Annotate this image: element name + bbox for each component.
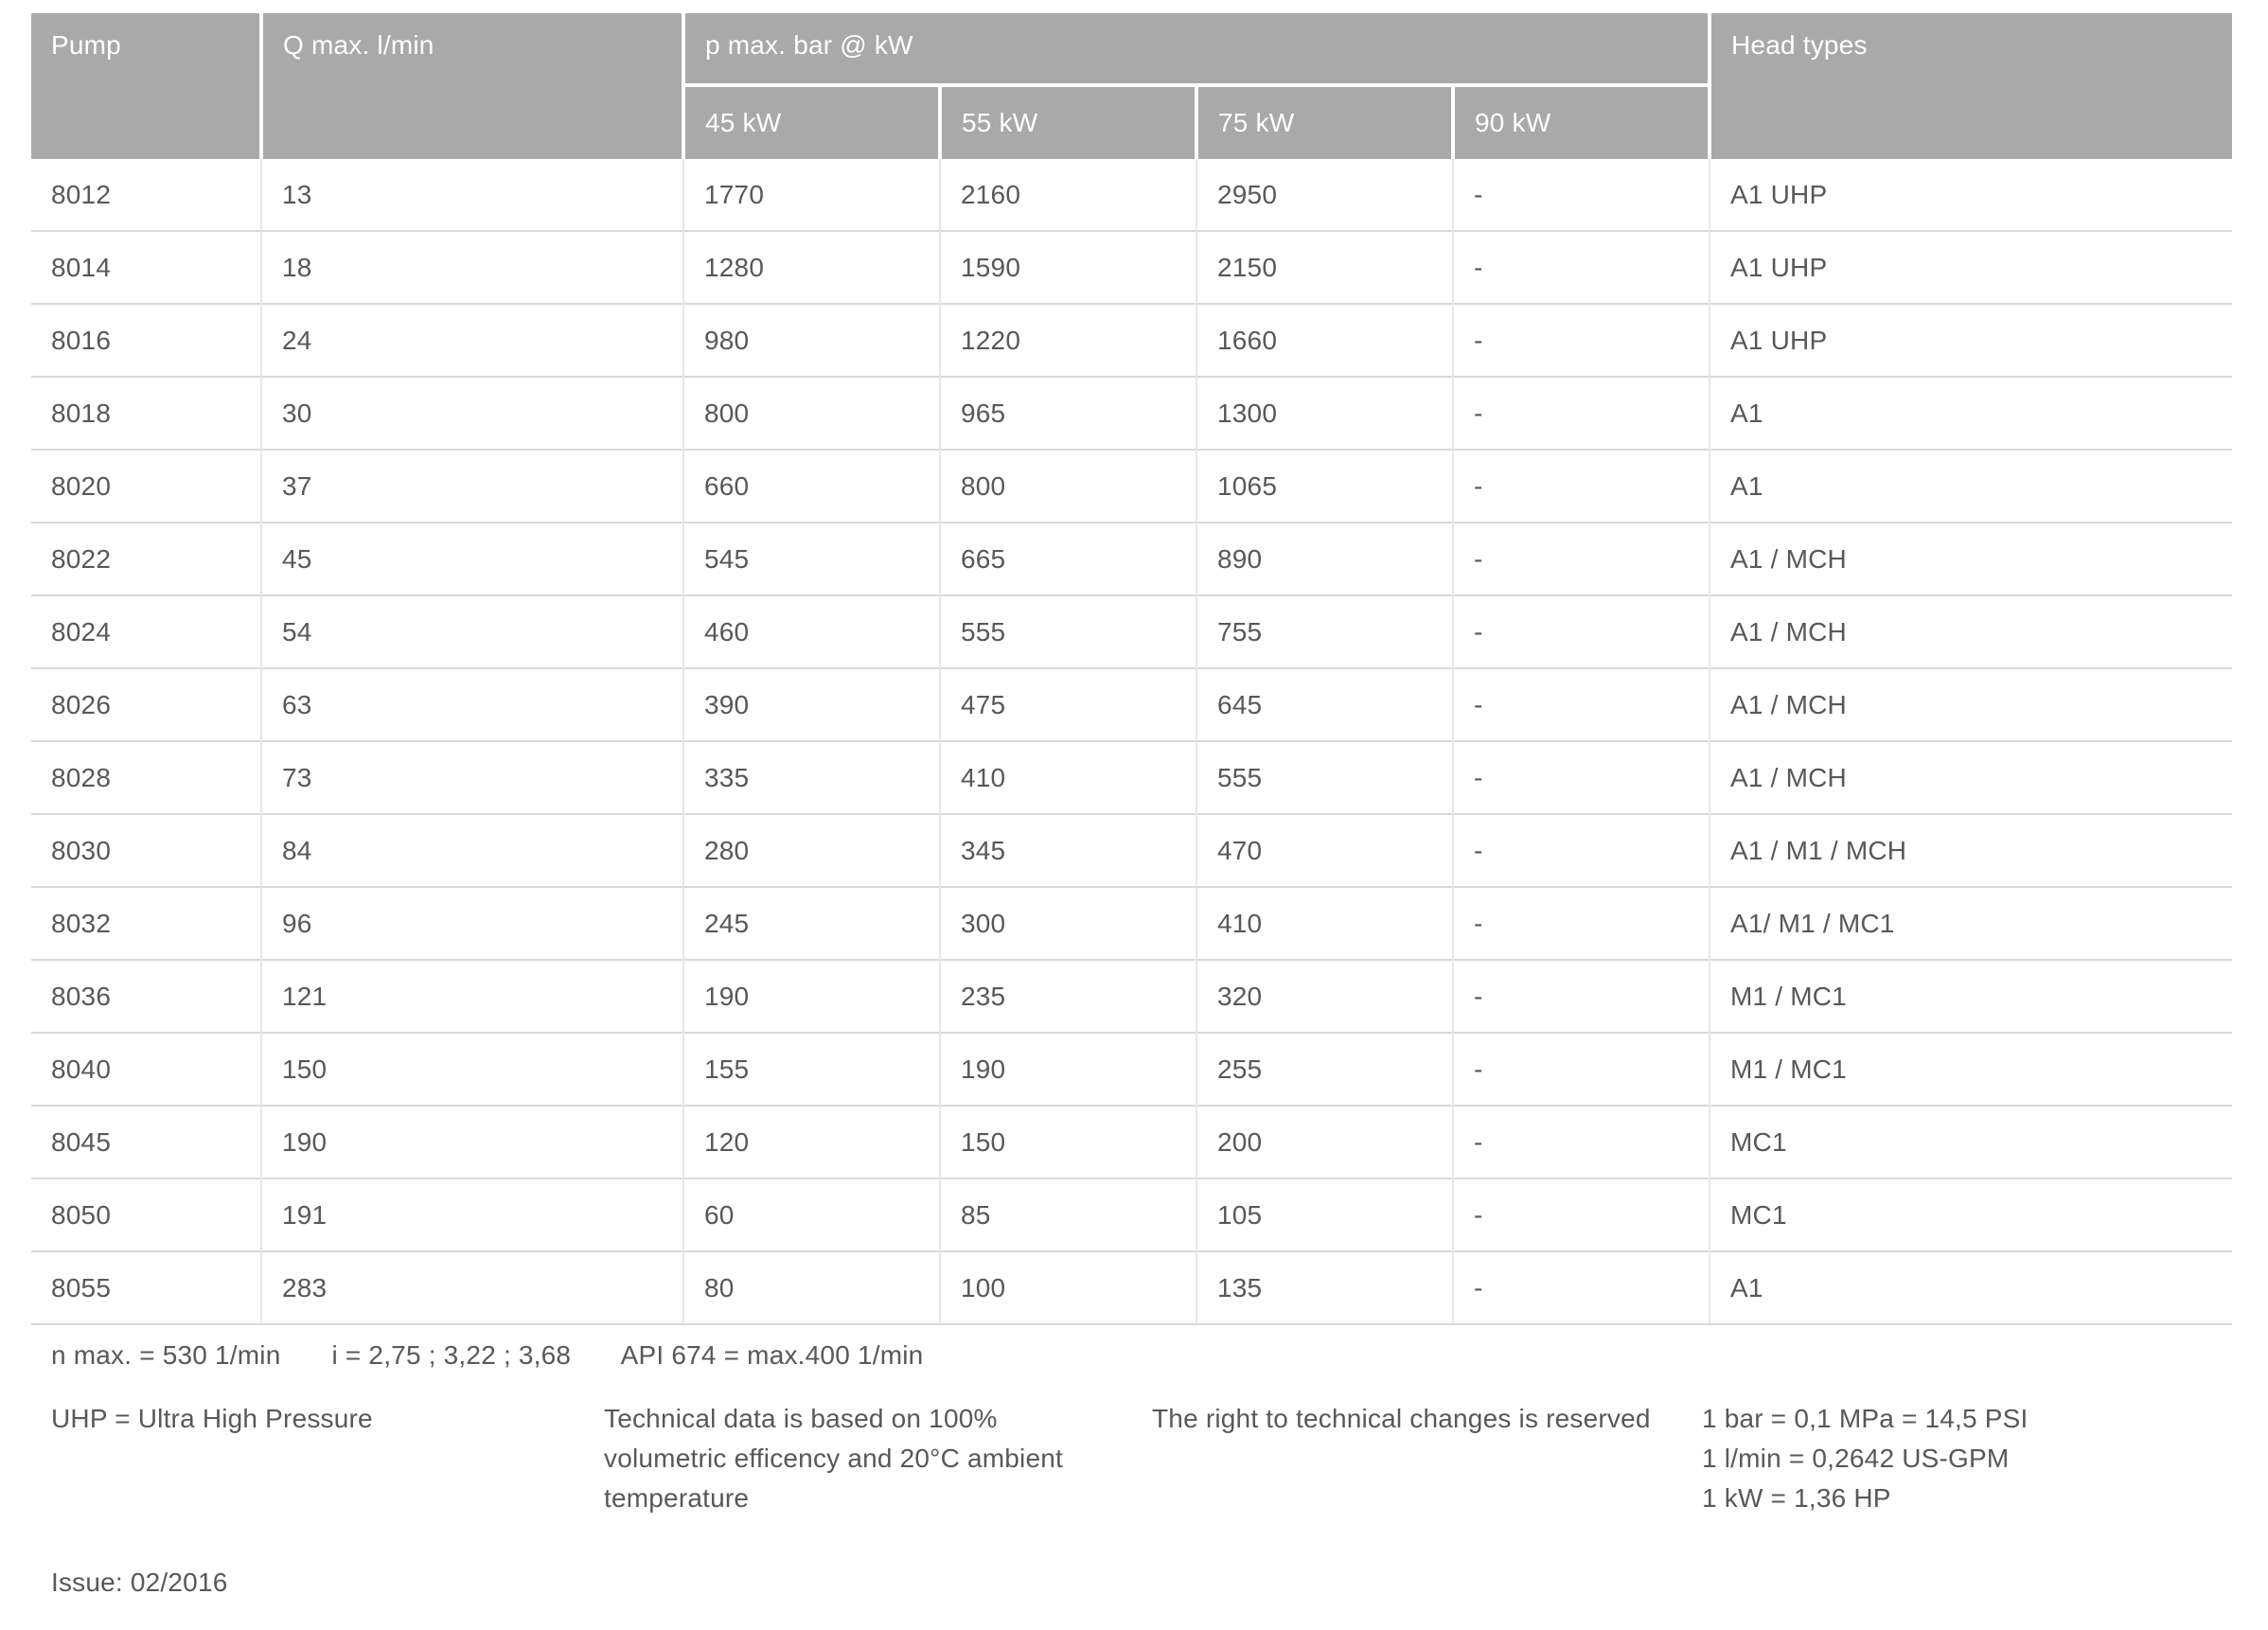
head-types-cell: A1 UHP — [1710, 304, 2232, 377]
p-max-75kw-cell: 255 — [1196, 1033, 1453, 1106]
head-types-cell: M1 / MC1 — [1710, 1033, 2232, 1106]
p-max-45kw-cell: 335 — [683, 741, 940, 814]
p-max-90kw-cell: - — [1453, 304, 1710, 377]
head-types-cell: A1 / M1 / MCH — [1710, 814, 2232, 887]
footer-uhp-note: UHP = Ultra High Pressure — [51, 1404, 373, 1433]
q-max-cell: 84 — [261, 814, 683, 887]
p-max-45kw-cell: 460 — [683, 595, 940, 668]
table-row — [31, 887, 2232, 960]
conversion-bar: 1 bar = 0,1 MPa = 14,5 PSI — [1702, 1404, 2029, 1433]
p-max-75kw-cell: 2950 — [1196, 159, 1453, 231]
p-max-90kw-cell: - — [1453, 1106, 1710, 1178]
note-i-ratio: i = 2,75 ; 3,22 ; 3,68 — [331, 1340, 572, 1370]
p-max-75kw-cell: 320 — [1196, 960, 1453, 1033]
pump-data-table — [31, 13, 2232, 1325]
table-row — [31, 450, 2232, 523]
p-max-55kw-cell: 235 — [940, 960, 1196, 1033]
p-max-45kw-cell: 60 — [683, 1178, 940, 1251]
p-max-55kw-cell: 555 — [940, 595, 1196, 668]
q-max-cell: 121 — [261, 960, 683, 1033]
table-row — [31, 1033, 2232, 1106]
p-max-45kw-cell: 155 — [683, 1033, 940, 1106]
pump-cell: 8030 — [31, 814, 261, 887]
p-max-90kw-cell: - — [1453, 450, 1710, 523]
q-max-cell: 190 — [261, 1106, 683, 1178]
p-max-90kw-cell: - — [1453, 377, 1710, 450]
table-row — [31, 523, 2232, 595]
pump-cell: 8018 — [31, 377, 261, 450]
pump-cell: 8050 — [31, 1178, 261, 1251]
p-max-75kw-cell: 2150 — [1196, 231, 1453, 304]
p-max-45kw-cell: 80 — [683, 1251, 940, 1324]
p-max-45kw-cell: 1770 — [683, 159, 940, 231]
p-max-90kw-cell: - — [1453, 887, 1710, 960]
head-types-cell: MC1 — [1710, 1106, 2232, 1178]
column-header-pump: Pump — [31, 13, 261, 159]
p-max-90kw-cell: - — [1453, 1178, 1710, 1251]
q-max-cell: 45 — [261, 523, 683, 595]
p-max-45kw-cell: 660 — [683, 450, 940, 523]
p-max-90kw-cell: - — [1453, 814, 1710, 887]
p-max-75kw-cell: 135 — [1196, 1251, 1453, 1324]
column-header-p-max-group: p max. bar @ kW — [683, 13, 1710, 85]
table-row — [31, 595, 2232, 668]
q-max-cell: 54 — [261, 595, 683, 668]
p-max-55kw-cell: 965 — [940, 377, 1196, 450]
pump-cell: 8055 — [31, 1251, 261, 1324]
p-max-90kw-cell: - — [1453, 231, 1710, 304]
q-max-cell: 191 — [261, 1178, 683, 1251]
p-max-55kw-cell: 2160 — [940, 159, 1196, 231]
pump-cell: 8040 — [31, 1033, 261, 1106]
p-max-55kw-cell: 85 — [940, 1178, 1196, 1251]
p-max-75kw-cell: 1300 — [1196, 377, 1453, 450]
p-max-45kw-cell: 280 — [683, 814, 940, 887]
issue-date: Issue: 02/2016 — [51, 1568, 228, 1597]
q-max-cell: 13 — [261, 159, 683, 231]
table-header — [31, 13, 2232, 159]
pump-cell: 8012 — [31, 159, 261, 231]
column-header-75kw: 75 kW — [1196, 85, 1453, 159]
conversion-kw: 1 kW = 1,36 HP — [1702, 1483, 1891, 1513]
column-header-55kw: 55 kW — [940, 85, 1196, 159]
p-max-45kw-cell: 545 — [683, 523, 940, 595]
footer-notes — [51, 1399, 2268, 1518]
q-max-cell: 150 — [261, 1033, 683, 1106]
p-max-55kw-cell: 665 — [940, 523, 1196, 595]
p-max-55kw-cell: 100 — [940, 1251, 1196, 1324]
table-row — [31, 231, 2232, 304]
q-max-cell: 37 — [261, 450, 683, 523]
table-row — [31, 668, 2232, 741]
pump-cell: 8032 — [31, 887, 261, 960]
p-max-45kw-cell: 190 — [683, 960, 940, 1033]
q-max-cell: 96 — [261, 887, 683, 960]
p-max-45kw-cell: 120 — [683, 1106, 940, 1178]
p-max-75kw-cell: 200 — [1196, 1106, 1453, 1178]
table-row — [31, 814, 2232, 887]
footer-rights-note: The right to technical changes is reserved — [1152, 1404, 1651, 1433]
head-types-cell: A1/ M1 / MC1 — [1710, 887, 2232, 960]
p-max-55kw-cell: 800 — [940, 450, 1196, 523]
pump-cell: 8045 — [31, 1106, 261, 1178]
head-types-cell: A1 / MCH — [1710, 523, 2232, 595]
p-max-45kw-cell: 980 — [683, 304, 940, 377]
p-max-55kw-cell: 345 — [940, 814, 1196, 887]
p-max-55kw-cell: 300 — [940, 887, 1196, 960]
p-max-75kw-cell: 890 — [1196, 523, 1453, 595]
p-max-45kw-cell: 390 — [683, 668, 940, 741]
q-max-cell: 30 — [261, 377, 683, 450]
p-max-55kw-cell: 150 — [940, 1106, 1196, 1178]
pump-cell: 8028 — [31, 741, 261, 814]
p-max-75kw-cell: 410 — [1196, 887, 1453, 960]
p-max-55kw-cell: 190 — [940, 1033, 1196, 1106]
head-types-cell: A1 — [1710, 1251, 2232, 1324]
p-max-90kw-cell: - — [1453, 595, 1710, 668]
pump-cell: 8026 — [31, 668, 261, 741]
footer-technical-note: Technical data is based on 100% volumetric efficency and 20°C ambient temperature — [604, 1404, 1063, 1513]
p-max-55kw-cell: 410 — [940, 741, 1196, 814]
p-max-90kw-cell: - — [1453, 1033, 1710, 1106]
p-max-90kw-cell: - — [1453, 741, 1710, 814]
p-max-75kw-cell: 755 — [1196, 595, 1453, 668]
head-types-cell: M1 / MC1 — [1710, 960, 2232, 1033]
pump-cell: 8020 — [31, 450, 261, 523]
column-header-90kw: 90 kW — [1453, 85, 1710, 159]
p-max-75kw-cell: 555 — [1196, 741, 1453, 814]
q-max-cell: 63 — [261, 668, 683, 741]
head-types-cell: A1 — [1710, 377, 2232, 450]
p-max-75kw-cell: 1660 — [1196, 304, 1453, 377]
head-types-cell: A1 — [1710, 450, 2232, 523]
note-api: API 674 = max.400 1/min — [620, 1340, 924, 1370]
table-row — [31, 1106, 2232, 1178]
table-row — [31, 159, 2232, 231]
p-max-55kw-cell: 1220 — [940, 304, 1196, 377]
table-row — [31, 960, 2232, 1033]
head-types-cell: A1 / MCH — [1710, 668, 2232, 741]
p-max-90kw-cell: - — [1453, 159, 1710, 231]
note-n-max: n max. = 530 1/min — [51, 1340, 281, 1370]
head-types-cell: A1 UHP — [1730, 179, 1828, 209]
p-max-45kw-cell: 800 — [683, 377, 940, 450]
p-max-75kw-cell: 105 — [1196, 1178, 1453, 1251]
p-max-75kw-cell: 470 — [1196, 814, 1453, 887]
pump-cell: 8014 — [31, 231, 261, 304]
table-row — [31, 1251, 2232, 1324]
column-header-head-types: Head types — [1710, 13, 2232, 159]
p-max-45kw-cell: 245 — [683, 887, 940, 960]
table-notes — [51, 1340, 2268, 1371]
p-max-45kw-cell: 1280 — [683, 231, 940, 304]
p-max-55kw-cell: 1590 — [940, 231, 1196, 304]
pump-cell: 8016 — [31, 304, 261, 377]
conversion-lmin: 1 l/min = 0,2642 US-GPM — [1702, 1444, 2010, 1473]
q-max-cell: 24 — [261, 304, 683, 377]
footer-conversions — [1702, 1399, 2268, 1518]
q-max-cell: 73 — [261, 741, 683, 814]
table-row — [31, 1178, 2232, 1251]
pump-cell: 8024 — [31, 595, 261, 668]
q-max-cell: 18 — [261, 231, 683, 304]
table-row — [31, 304, 2232, 377]
column-header-45kw: 45 kW — [683, 85, 940, 159]
table-row — [31, 741, 2232, 814]
q-max-cell: 283 — [261, 1251, 683, 1324]
p-max-75kw-cell: 1065 — [1196, 450, 1453, 523]
pump-cell: 8036 — [31, 960, 261, 1033]
table-body — [31, 159, 2232, 1324]
p-max-90kw-cell: - — [1453, 523, 1710, 595]
head-types-cell: A1 UHP — [1710, 231, 2232, 304]
column-header-q-max: Q max. l/min — [261, 13, 683, 159]
head-types-cell: A1 / MCH — [1710, 741, 2232, 814]
p-max-75kw-cell: 645 — [1196, 668, 1453, 741]
p-max-90kw-cell: - — [1453, 1251, 1710, 1324]
p-max-90kw-cell: - — [1453, 668, 1710, 741]
head-types-cell: MC1 — [1710, 1178, 2232, 1251]
pump-cell: 8022 — [31, 523, 261, 595]
p-max-55kw-cell: 475 — [940, 668, 1196, 741]
p-max-90kw-cell: - — [1453, 960, 1710, 1033]
head-types-cell: A1 / MCH — [1710, 595, 2232, 668]
table-row — [31, 377, 2232, 450]
